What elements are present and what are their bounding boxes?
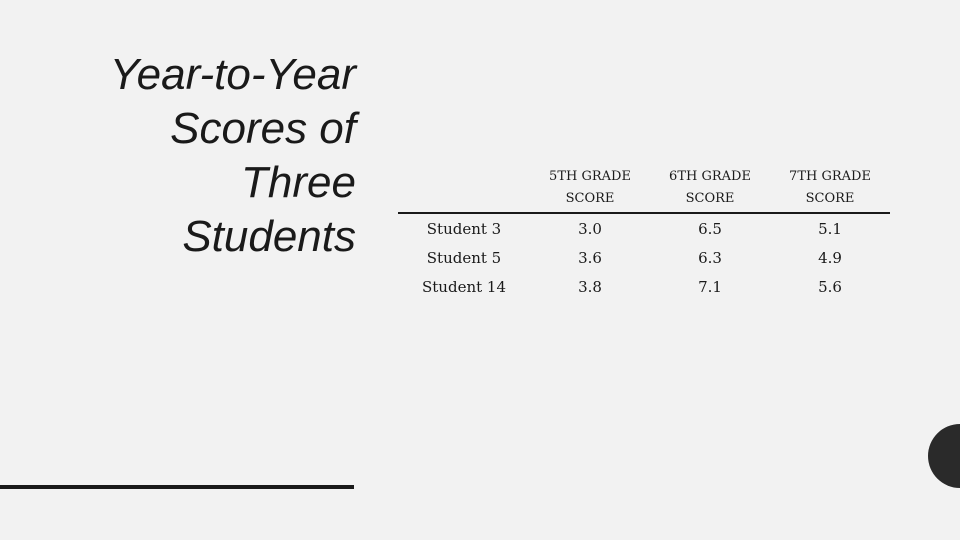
score-cell: 5.1 — [818, 219, 842, 238]
score-cell: 3.0 — [578, 219, 602, 238]
header-line: SCORE — [565, 191, 615, 206]
student-name: Student 14 — [422, 277, 506, 296]
decorative-circle — [928, 424, 960, 488]
student-name: Student 5 — [426, 248, 502, 267]
header-7th-grade — [770, 166, 890, 213]
header-line: SCORE — [685, 191, 735, 206]
title-line-3: Three — [241, 158, 356, 207]
header-line: 6TH GRADE — [669, 169, 751, 184]
table-header-row — [398, 166, 890, 213]
header-line: 7TH GRADE — [789, 169, 871, 184]
score-cell: 6.3 — [698, 248, 722, 267]
title-line-2: Scores of — [170, 104, 356, 153]
title-line-4: Students — [182, 212, 356, 261]
score-cell: 3.6 — [578, 248, 602, 267]
score-cell: 6.5 — [698, 219, 722, 238]
table-row — [398, 272, 890, 301]
slide-title — [16, 48, 356, 264]
score-cell: 4.9 — [818, 248, 842, 267]
header-6th-grade — [650, 166, 770, 213]
title-underline-rule — [0, 485, 354, 489]
score-cell: 5.6 — [818, 277, 842, 296]
header-empty-cell — [398, 166, 530, 213]
student-name: Student 3 — [426, 219, 502, 238]
table-row — [398, 213, 890, 243]
header-line: SCORE — [805, 191, 855, 206]
title-line-1: Year-to-Year — [109, 50, 356, 99]
score-cell: 7.1 — [698, 277, 722, 296]
table-row — [398, 243, 890, 272]
header-5th-grade — [530, 166, 650, 213]
header-line: 5TH GRADE — [549, 169, 631, 184]
scores-table — [398, 166, 890, 301]
score-cell: 3.8 — [578, 277, 602, 296]
